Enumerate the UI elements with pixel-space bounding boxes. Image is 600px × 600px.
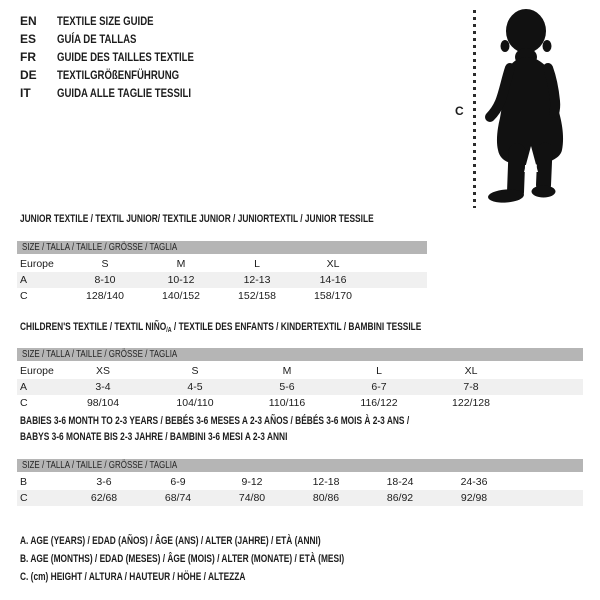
language-label: GUIDE DES TAILLES TEXTILE <box>57 50 194 64</box>
footnote-b-text: B. AGE (MONTHS) / EDAD (MESES) / ÂGE (MOIS) / ALTER (MONATE) / ETÀ (MESI) <box>20 553 345 565</box>
babies-size-table <box>17 459 583 506</box>
childrens-size-table <box>17 348 583 411</box>
table-cell: 12-18 <box>312 476 340 488</box>
heading-subscript: /A <box>166 327 172 334</box>
table-cell: L <box>376 365 382 377</box>
table-spacer <box>371 256 427 272</box>
table-cell: S <box>101 258 109 270</box>
language-code: FR <box>20 50 36 64</box>
table-cell: 110/116 <box>268 397 306 409</box>
row-label: A <box>20 274 28 286</box>
table-cell: XS <box>95 365 110 377</box>
table-cell: 14-16 <box>319 274 347 286</box>
junior-size-table <box>17 241 427 304</box>
language-row <box>20 84 228 102</box>
table-spacer <box>371 288 427 304</box>
language-code: EN <box>20 14 37 28</box>
table-cell: 6-9 <box>170 476 186 488</box>
size-header-bar <box>17 348 583 361</box>
footnotes <box>20 532 447 586</box>
table-cell: 7-8 <box>463 381 479 393</box>
language-label: GUIDA ALLE TAGLIE TESSILI <box>57 86 192 100</box>
table-cell: 116/122 <box>360 397 398 409</box>
childrens-section <box>17 320 583 411</box>
table-cell: 8-10 <box>94 274 116 286</box>
table-spacer <box>511 474 583 490</box>
table-cell: 3-4 <box>95 381 111 393</box>
table-spacer <box>371 272 427 288</box>
table-cell: 12-13 <box>243 274 271 286</box>
table-cell: 152/158 <box>238 290 276 302</box>
table-spacer <box>517 395 583 411</box>
table-spacer <box>517 363 583 379</box>
size-header-bar <box>17 241 427 254</box>
table-row <box>17 256 427 272</box>
table-spacer <box>517 379 583 395</box>
language-code: DE <box>20 68 37 82</box>
table-cell: 5-6 <box>279 381 295 393</box>
language-list <box>20 12 228 102</box>
language-row <box>20 66 228 84</box>
table-row <box>17 288 427 304</box>
table-cell: 122/128 <box>452 397 490 409</box>
table-cell: M <box>176 258 186 270</box>
section-heading <box>20 413 583 445</box>
height-measure-dotted-line <box>473 10 476 208</box>
table-cell: 140/152 <box>162 290 200 302</box>
table-cell: M <box>282 365 292 377</box>
language-label: GUÍA DE TALLAS <box>57 32 137 46</box>
row-label: Europe <box>20 365 54 377</box>
footnote-a-text: A. AGE (YEARS) / EDAD (AÑOS) / ÂGE (ANS) / ALTER (JAHRE) / ETÀ (ANNI) <box>20 535 321 547</box>
table-cell: S <box>191 365 199 377</box>
size-header-bar <box>17 459 583 472</box>
table-cell: 68/74 <box>164 492 192 504</box>
size-header-text: SIZE / TALLA / TAILLE / GRÖSSE / TAGLIA <box>22 241 178 253</box>
table-cell: 4-5 <box>187 381 203 393</box>
heading-post: / TEXTILE DES ENFANTS / KINDERTEXTIL / BAMBINI TESSILE <box>171 321 422 333</box>
height-measure-label: C <box>455 104 464 118</box>
table-cell: 74/80 <box>238 492 266 504</box>
row-label: C <box>20 397 28 409</box>
table-cell: 86/92 <box>386 492 414 504</box>
size-header-text: SIZE / TALLA / TAILLE / GRÖSSE / TAGLIA <box>22 459 178 471</box>
table-cell: 92/98 <box>460 492 488 504</box>
language-label: TEXTILE SIZE GUIDE <box>57 14 154 28</box>
section-heading <box>20 320 583 338</box>
table-cell: 98/104 <box>86 397 120 409</box>
heading-pre: CHILDREN'S TEXTILE / TEXTIL NIÑO <box>20 321 167 333</box>
table-spacer <box>511 490 583 506</box>
size-header-text: SIZE / TALLA / TAILLE / GRÖSSE / TAGLIA <box>22 348 178 360</box>
table-row <box>17 272 427 288</box>
table-cell: 18-24 <box>386 476 414 488</box>
table-cell: 128/140 <box>86 290 124 302</box>
section-heading <box>20 212 485 226</box>
table-row <box>17 363 583 379</box>
table-cell: XL <box>326 258 340 270</box>
section-heading-text: JUNIOR TEXTILE / TEXTIL JUNIOR/ TEXTILE JUNIOR / JUNIORTEXTIL / JUNIOR TESSILE <box>20 213 374 225</box>
table-cell: 10-12 <box>167 274 195 286</box>
table-cell: 104/110 <box>176 397 214 409</box>
table-cell: 9-12 <box>241 476 263 488</box>
table-row <box>17 379 583 395</box>
row-label: C <box>20 492 28 504</box>
table-cell: 62/68 <box>90 492 118 504</box>
table-cell: 80/86 <box>312 492 340 504</box>
table-cell: 158/170 <box>314 290 352 302</box>
language-code: IT <box>20 86 31 100</box>
section-heading-text <box>20 320 421 338</box>
table-cell: 6-7 <box>371 381 387 393</box>
footnote-b <box>20 550 447 568</box>
babies-section <box>17 413 583 506</box>
junior-section <box>17 212 485 304</box>
row-label: C <box>20 290 28 302</box>
language-row <box>20 48 228 66</box>
baby-silhouette-icon <box>480 0 600 215</box>
language-row <box>20 30 228 48</box>
row-label: A <box>20 381 28 393</box>
table-cell: 24-36 <box>460 476 488 488</box>
row-label: B <box>20 476 28 488</box>
table-cell: 3-6 <box>96 476 112 488</box>
section-heading-line1: BABIES 3-6 MONTH TO 2-3 YEARS / BEBÉS 3-6 MESES A 2-3 AÑOS / BÉBÉS 3-6 MOIS À 2-3 ANS / <box>20 415 410 427</box>
table-row <box>17 474 583 490</box>
footnote-c <box>20 568 447 586</box>
language-label: TEXTILGRÖßENFÜHRUNG <box>57 68 180 82</box>
language-code: ES <box>20 32 37 46</box>
row-label: Europe <box>20 258 54 270</box>
table-cell: L <box>254 258 260 270</box>
table-cell: XL <box>464 365 478 377</box>
table-row <box>17 490 583 506</box>
footnote-c-text: C. (cm) HEIGHT / ALTURA / HAUTEUR / HÖHE / ALTEZZA <box>20 571 246 583</box>
table-row <box>17 395 583 411</box>
footnote-a <box>20 532 447 550</box>
section-heading-line2: BABYS 3-6 MONATE BIS 2-3 JAHRE / BAMBINI 3-6 MESI A 2-3 ANNI <box>20 431 288 443</box>
language-row <box>20 12 228 30</box>
